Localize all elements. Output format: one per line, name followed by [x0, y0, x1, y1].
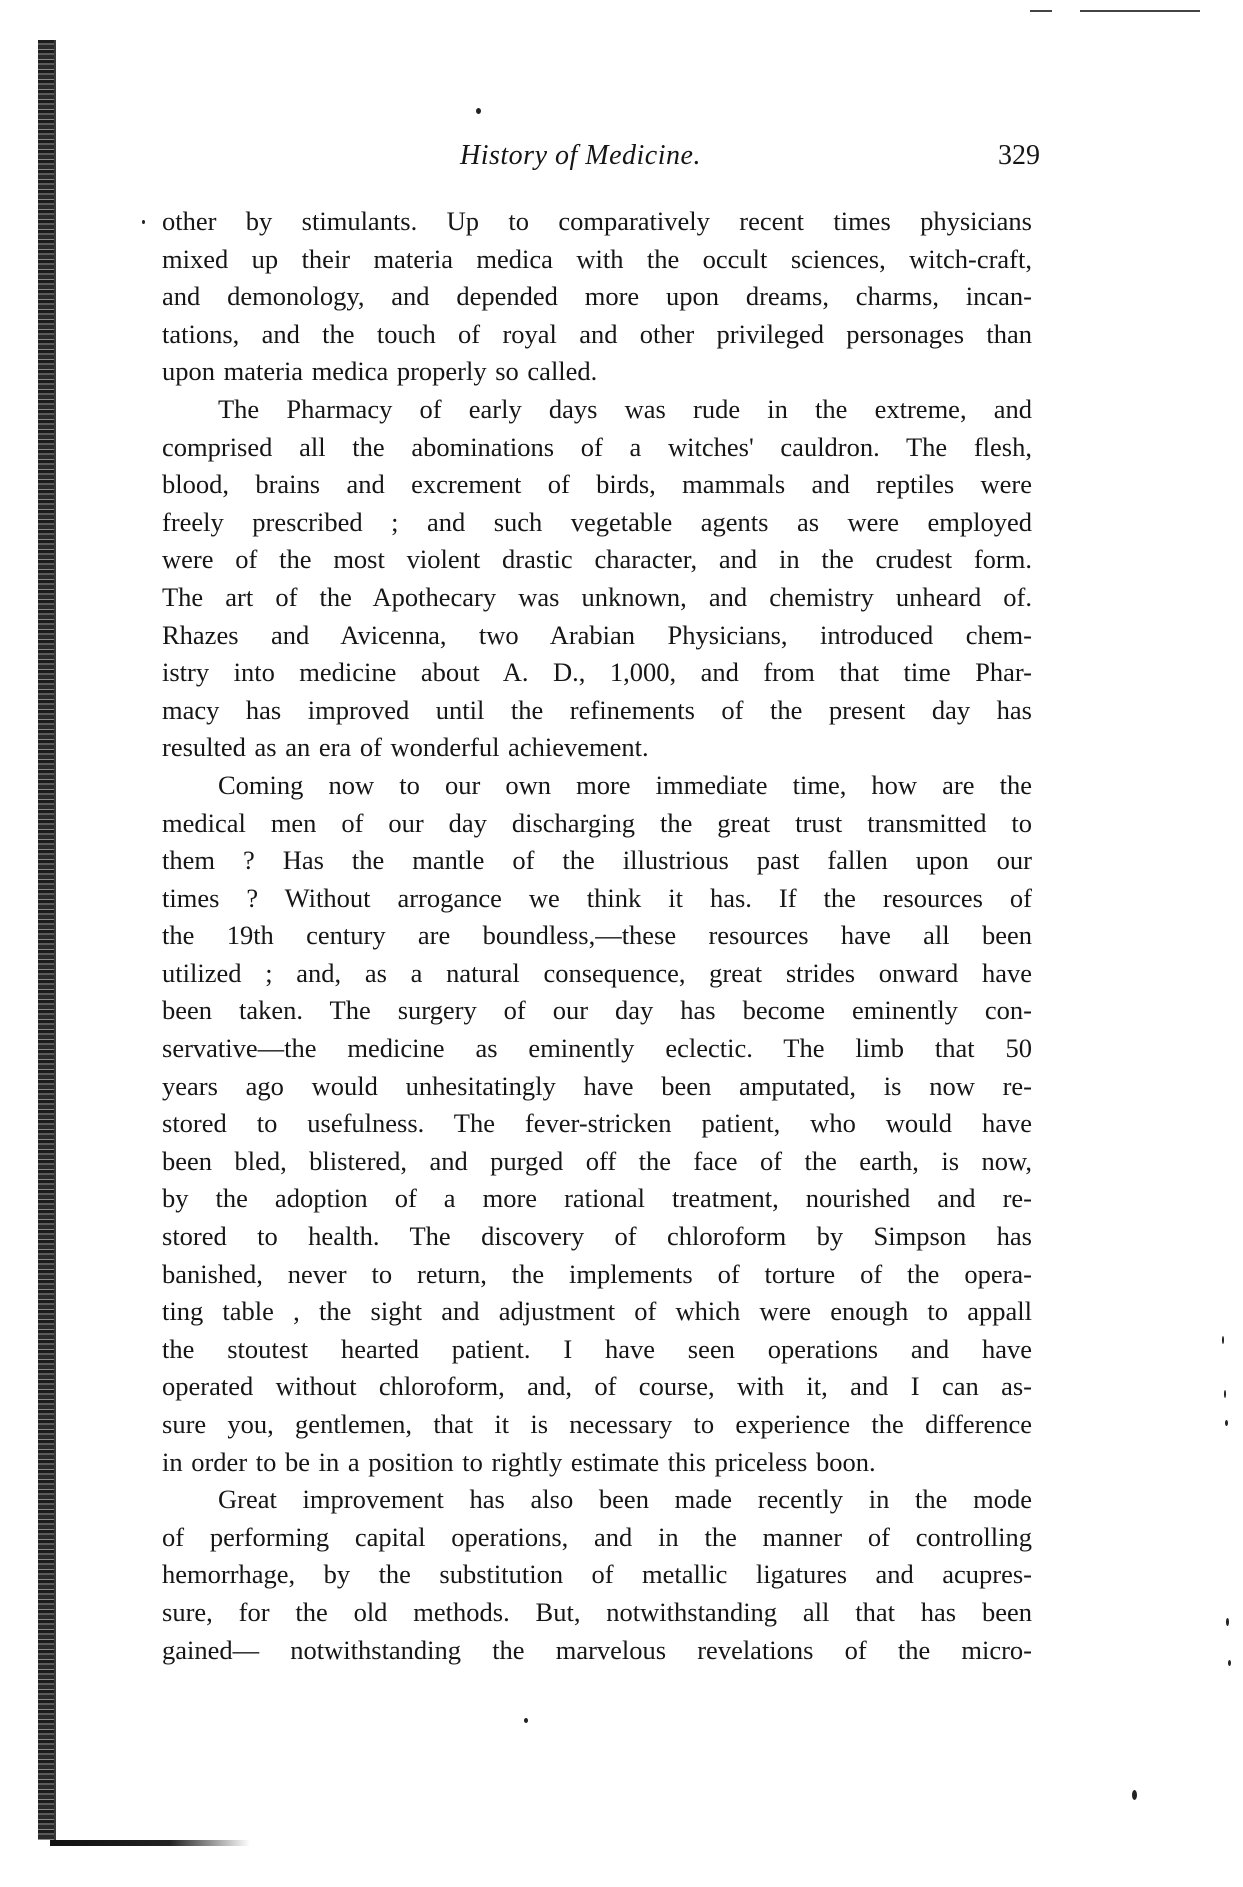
- paragraph: [162, 767, 1032, 1481]
- text-line: Rhazes and Avicenna, two Arabian Physicians, introduced chem-: [162, 619, 1032, 650]
- text-line: operated without chloroform, and, of course, with it, and I can as-: [162, 1371, 1032, 1402]
- body-text: [162, 203, 1032, 1669]
- text-line: hemorrhage, by the substitution of metallic ligatures and acupres-: [162, 1559, 1032, 1590]
- text-line: blood, brains and excrement of birds, mammals and reptiles were: [162, 469, 1032, 500]
- text-line: tations, and the touch of royal and other privileged personages than: [162, 318, 1032, 349]
- text-line: been taken. The surgery of our day has become eminently con-: [162, 995, 1032, 1026]
- ink-speck: [1225, 1420, 1228, 1426]
- text-line: sure you, gentlemen, that it is necessary to experience the difference: [162, 1409, 1032, 1439]
- text-line: by the adoption of a more rational treatment, nourished and re-: [162, 1183, 1032, 1214]
- text-line: stored to usefulness. The fever-stricken patient, who would have: [162, 1108, 1032, 1139]
- top-rule-short: [1030, 10, 1052, 12]
- text-line: stored to health. The discovery of chloroform by Simpson has: [162, 1221, 1032, 1252]
- text-line: medical men of our day discharging the great trust transmitted to: [162, 807, 1032, 838]
- binding-foot-mark: [50, 1840, 250, 1846]
- text-line: ting table , the sight and adjustment of which were enough to appall: [162, 1296, 1032, 1327]
- text-line: mixed up their materia medica with the occult sciences, witch-craft,: [162, 243, 1032, 274]
- ink-speck: [524, 1718, 528, 1723]
- ink-speck: [1224, 1390, 1226, 1398]
- top-rule-long: [1080, 10, 1200, 12]
- text-line: resulted as an era of wonderful achievement.: [162, 732, 649, 763]
- running-title: History of Medicine.: [460, 140, 701, 171]
- text-line: Great improvement has also been made recently in the mode: [218, 1484, 1032, 1515]
- ink-speck: [142, 220, 145, 224]
- text-line: other by stimulants. Up to comparatively recent times physicians: [162, 206, 1032, 236]
- text-line: servative—the medicine as eminently eclectic. The limb that 50: [162, 1033, 1032, 1064]
- text-line: were of the most violent drastic character, and in the crudest form.: [162, 544, 1032, 575]
- paragraph: [162, 391, 1032, 767]
- text-line: The art of the Apothecary was unknown, and chemistry unheard of.: [162, 581, 1032, 612]
- text-line: macy has improved until the refinements of the present day has: [162, 694, 1032, 725]
- ink-speck: [1226, 1618, 1229, 1626]
- page-header: [160, 140, 1040, 180]
- text-line: the stoutest hearted patient. I have seen operations and have: [162, 1333, 1032, 1364]
- text-line: been bled, blistered, and purged off the face of the earth, is now,: [162, 1145, 1032, 1176]
- text-line: times ? Without arrogance we think it has. If the resources of: [162, 882, 1032, 913]
- paragraph: [162, 1481, 1032, 1669]
- ink-speck: [1132, 1790, 1137, 1800]
- text-line: the 19th century are boundless,—these resources have all been: [162, 920, 1032, 951]
- text-line: and demonology, and depended more upon dreams, charms, incan-: [162, 281, 1032, 312]
- text-line: years ago would unhesitatingly have been amputated, is now re-: [162, 1070, 1032, 1101]
- ink-speck: [1222, 1336, 1224, 1344]
- text-line: them ? Has the mantle of the illustrious past fallen upon our: [162, 845, 1032, 876]
- text-line: upon materia medica properly so called.: [162, 356, 598, 387]
- text-line: comprised all the abominations of a witches' cauldron. The flesh,: [162, 431, 1032, 462]
- text-line: gained— notwithstanding the marvelous revelations of the micro-: [162, 1634, 1032, 1665]
- binding-edge: [38, 40, 56, 1840]
- text-line: banished, never to return, the implements of torture of the opera-: [162, 1258, 1032, 1289]
- text-line: freely prescribed ; and such vegetable agents as were employed: [162, 506, 1032, 537]
- paragraph: [162, 203, 1032, 391]
- ink-speck: [476, 108, 481, 114]
- text-line: sure, for the old methods. But, notwithstanding all that has been: [162, 1596, 1032, 1627]
- text-line: of performing capital operations, and in the manner of controlling: [162, 1521, 1032, 1552]
- text-line: istry into medicine about A. D., 1,000, and from that time Phar-: [162, 657, 1032, 688]
- text-line: The Pharmacy of early days was rude in the extreme, and: [218, 393, 1032, 424]
- text-line: in order to be in a position to rightly estimate this priceless boon.: [162, 1446, 876, 1477]
- ink-speck: [1228, 1660, 1231, 1666]
- page-number: 329: [998, 140, 1040, 171]
- text-line: utilized ; and, as a natural consequence, great strides onward have: [162, 957, 1032, 988]
- text-line: Coming now to our own more immediate time, how are the: [218, 769, 1032, 800]
